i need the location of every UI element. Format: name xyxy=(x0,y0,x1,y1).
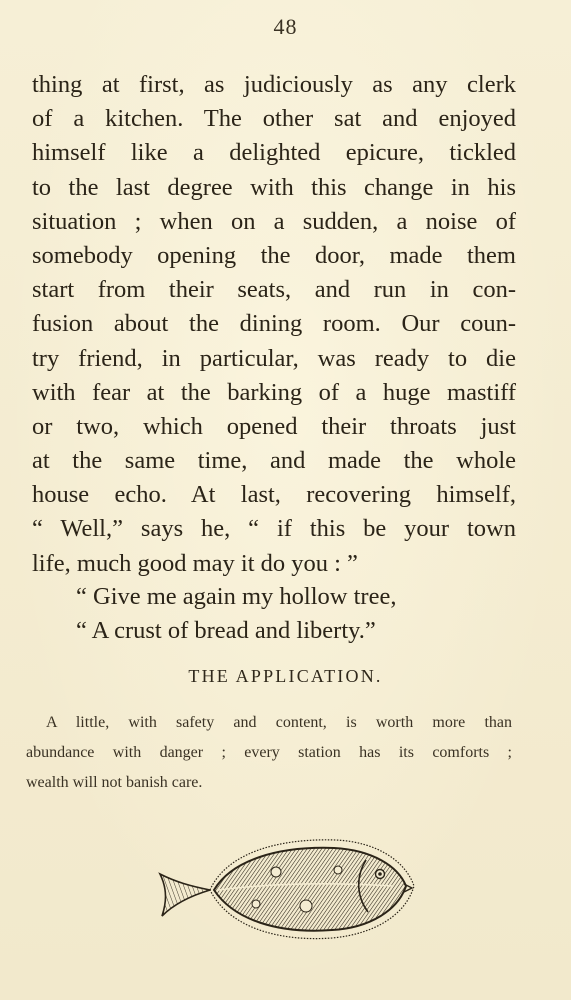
show-through-texture xyxy=(0,44,571,67)
text-line: “ Well,” says he, “ if this be your town xyxy=(32,515,516,543)
text-line: at the same time, and made the whole xyxy=(32,447,516,475)
text-line: start from their seats, and run in con- xyxy=(32,276,516,304)
text-line: of a kitchen. The other sat and enjoyed xyxy=(32,105,516,133)
fable-body-text xyxy=(32,68,516,581)
moral-line: abundance with danger ; every station has its comforts ; xyxy=(26,744,512,761)
verse-line: “ Give me again my hollow tree, xyxy=(76,583,397,610)
moral-line: A little, with safety and content, is worth more than xyxy=(46,714,512,731)
text-line: somebody opening the door, made them xyxy=(32,241,516,269)
text-line: thing at first, as judiciously as any clerk xyxy=(32,71,516,98)
moral-line: wealth will not banish care. xyxy=(26,774,203,791)
text-line: to the last degree with this change in his xyxy=(32,173,516,201)
text-line: fusion about the dining room. Our coun- xyxy=(32,310,516,338)
application-heading: THE APPLICATION. xyxy=(188,666,383,686)
text-line: himself like a delighted epicure, tickled xyxy=(32,139,516,167)
flatfish-engraving-icon xyxy=(156,834,418,942)
page-number: 48 xyxy=(273,14,298,39)
text-line: with fear at the barking of a huge mastiff xyxy=(32,378,516,406)
text-line: try friend, in particular, was ready to die xyxy=(32,344,516,372)
text-line: or two, which opened their throats just xyxy=(32,412,516,440)
verse-line: “ A crust of bread and liberty.” xyxy=(76,617,376,644)
text-line: house echo. At last, recovering himself, xyxy=(32,481,516,509)
text-line: life, much good may it do you : ” xyxy=(32,549,358,577)
verse-quotation xyxy=(76,580,496,648)
application-moral-text xyxy=(26,708,512,798)
text-line: situation ; when on a sudden, a noise of xyxy=(32,207,516,235)
